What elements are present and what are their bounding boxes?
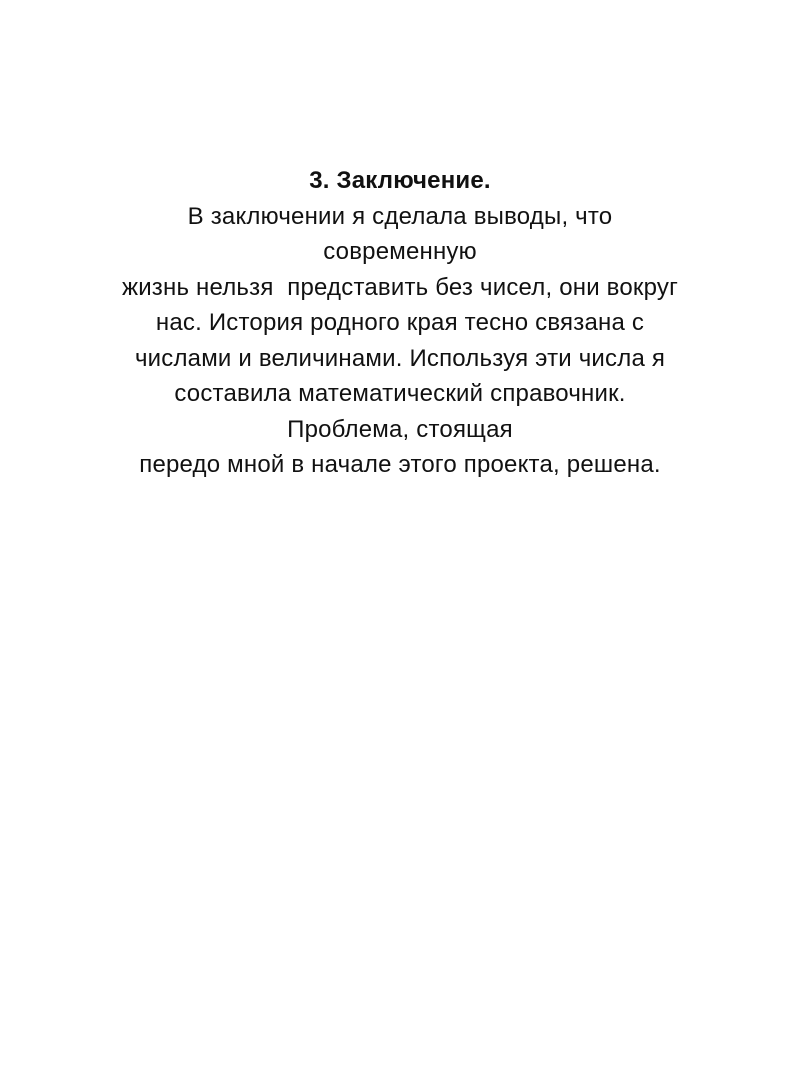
conclusion-text-block [40,163,760,483]
text-line: современную [323,238,477,265]
text-line: В заключении я сделала выводы, что [187,202,613,230]
text-line: составила математический справочник. [174,380,626,407]
text-line: передо мной в начале этого проекта, решена. [139,451,661,478]
text-line: нас. История родного края тесно связана с [155,309,645,336]
section-heading: 3. Заключение. [309,167,491,194]
text-line: числами и величинами. Используя эти числа я [134,344,666,372]
text-line: Проблема, стоящая [287,415,513,443]
text-line: жизнь нельзя представить без чисел, они вокруг [121,273,679,301]
